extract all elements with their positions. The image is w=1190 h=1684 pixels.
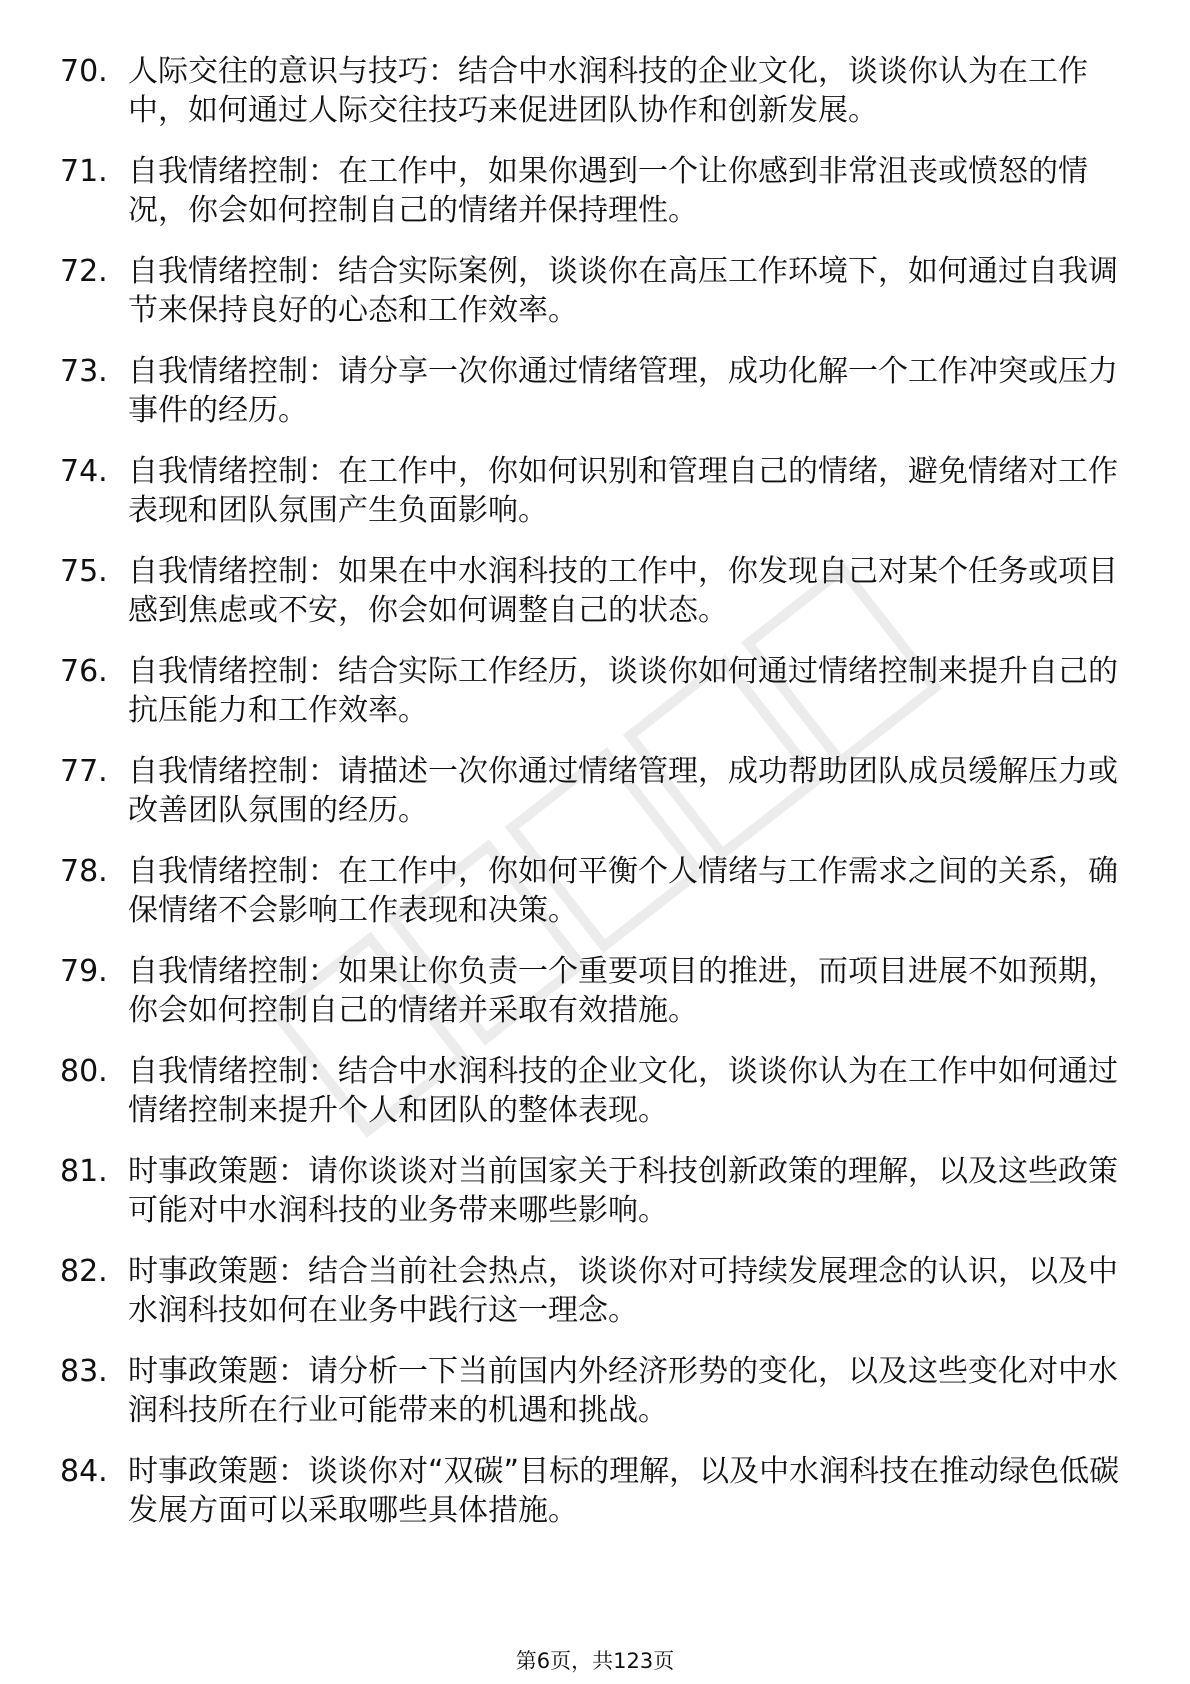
question-number: 79. [60, 954, 108, 989]
question-item [60, 1252, 1135, 1330]
question-text: 自我情绪控制：在工作中，你如何平衡个人情绪与工作需求之间的关系，确保情绪不会影响工作表现和决策。 [128, 854, 1118, 928]
question-number: 80. [60, 1054, 108, 1089]
question-item [60, 1352, 1135, 1430]
question-text: 自我情绪控制：如果在中水润科技的工作中，你发现自己对某个任务或项目感到焦虑或不安，你会如何调整自己的状态。 [128, 554, 1118, 628]
question-item [60, 252, 1135, 330]
question-number: 75. [60, 554, 108, 589]
question-text: 时事政策题：谈谈你对“双碳”目标的理解，以及中水润科技在推动绿色低碳发展方面可以采取哪些具体措施。 [128, 1454, 1120, 1528]
question-item [60, 752, 1135, 830]
question-text: 自我情绪控制：请分享一次你通过情绪管理，成功化解一个工作冲突或压力事件的经历。 [128, 354, 1118, 428]
question-item [60, 52, 1135, 130]
question-number: 78. [60, 854, 108, 889]
question-text: 自我情绪控制：在工作中，如果你遇到一个让你感到非常沮丧或愤怒的情况，你会如何控制自己的情绪并保持理性。 [128, 154, 1088, 228]
question-number: 76. [60, 654, 108, 689]
question-item [60, 352, 1135, 430]
question-item [60, 1052, 1135, 1130]
question-item [60, 952, 1135, 1030]
question-item [60, 1152, 1135, 1230]
question-item [60, 452, 1135, 530]
question-list [60, 52, 1135, 1552]
question-number: 83. [60, 1354, 108, 1389]
question-number: 84. [60, 1454, 108, 1489]
question-text: 自我情绪控制：结合实际案例，谈谈你在高压工作环境下，如何通过自我调节来保持良好的心态和工作效率。 [128, 254, 1118, 328]
question-number: 70. [60, 54, 108, 89]
question-number: 73. [60, 354, 108, 389]
question-item [60, 852, 1135, 930]
question-item [60, 652, 1135, 730]
question-text: 时事政策题：请分析一下当前国内外经济形势的变化，以及这些变化对中水润科技所在行业可能带来的机遇和挑战。 [128, 1354, 1118, 1428]
question-text: 时事政策题：结合当前社会热点，谈谈你对可持续发展理念的认识，以及中水润科技如何在业务中践行这一理念。 [128, 1254, 1118, 1328]
question-text: 自我情绪控制：请描述一次你通过情绪管理，成功帮助团队成员缓解压力或改善团队氛围的经历。 [128, 754, 1118, 828]
question-item [60, 1452, 1135, 1530]
question-text: 时事政策题：请你谈谈对当前国家关于科技创新政策的理解，以及这些政策可能对中水润科技的业务带来哪些影响。 [128, 1154, 1118, 1228]
question-text: 自我情绪控制：如果让你负责一个重要项目的推进，而项目进展不如预期，你会如何控制自己的情绪并采取有效措施。 [128, 954, 1118, 1028]
question-number: 81. [60, 1154, 108, 1189]
question-number: 72. [60, 254, 108, 289]
question-text: 自我情绪控制：在工作中，你如何识别和管理自己的情绪，避免情绪对工作表现和团队氛围产生负面影响。 [128, 454, 1118, 528]
question-number: 71. [60, 154, 108, 189]
question-number: 77. [60, 754, 108, 789]
question-text: 自我情绪控制：结合实际工作经历，谈谈你如何通过情绪控制来提升自己的抗压能力和工作效率。 [128, 654, 1118, 728]
question-item [60, 152, 1135, 230]
question-number: 82. [60, 1254, 108, 1289]
question-text: 自我情绪控制：结合中水润科技的企业文化，谈谈你认为在工作中如何通过情绪控制来提升个人和团队的整体表现。 [128, 1054, 1118, 1128]
page-footer: 第6页，共123页 [515, 1649, 675, 1673]
question-text: 人际交往的意识与技巧：结合中水润科技的企业文化，谈谈你认为在工作中，如何通过人际交往技巧来促进团队协作和创新发展。 [128, 54, 1088, 128]
question-number: 74. [60, 454, 108, 489]
question-item [60, 552, 1135, 630]
